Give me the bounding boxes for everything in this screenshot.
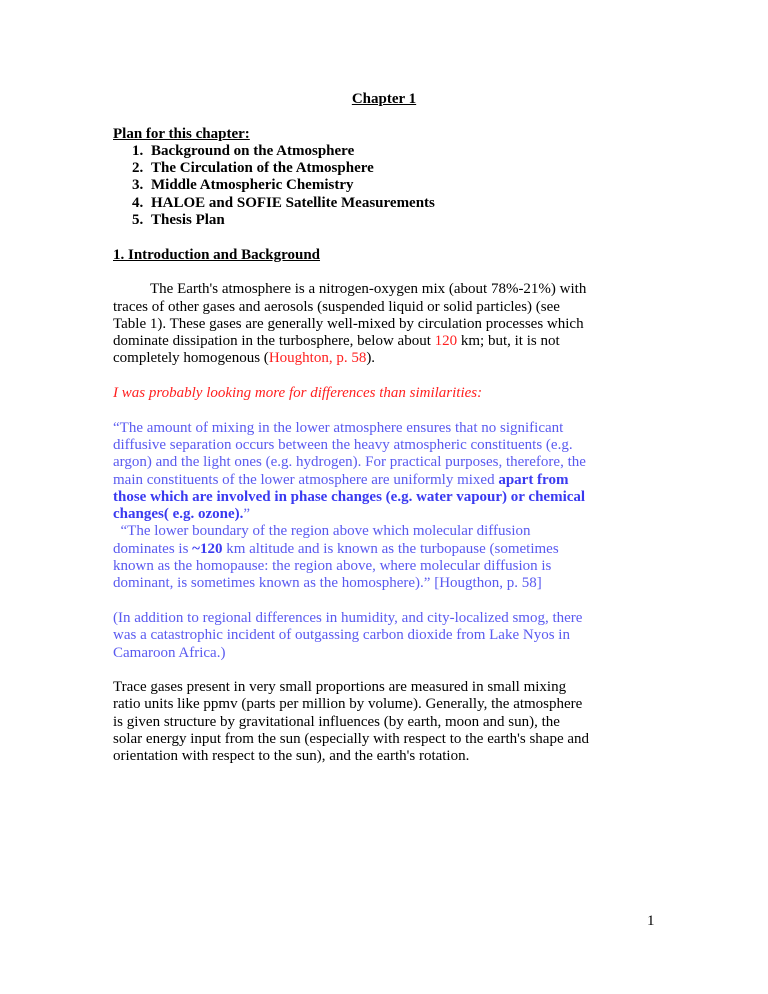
chapter-plan — [113, 126, 591, 230]
plan-item — [113, 160, 591, 177]
quote-text: km altitude and is known as the turbopause (sometimes known as the homopause: the region above, where molecular diffusion is dominant, is sometimes known as the homosphere).” [Hougthon, p. 58] — [113, 540, 559, 592]
plan-item-label: Background on the Atmosphere — [151, 142, 355, 159]
citation: Houghton, p. 58 — [268, 350, 367, 367]
text-run: ). — [366, 350, 376, 367]
quote-text: “The amount of mixing in the lower atmosphere ensures that no significant diffusive separation occurs between the heavy atmospheric constituents (e.g. argon) and the light ones (e.g. hydrogen). For practical purposes, therefore, the main constituents of the lower atmosphere are uniformly mixed — [113, 419, 586, 488]
text-run: km; but, it is not completely homogenous ( — [113, 333, 560, 367]
plan-item-number: 5. — [132, 212, 144, 229]
comment-italic: I was probably looking more for differences than similarities: — [113, 385, 483, 402]
plan-item-number: 3. — [132, 177, 144, 194]
plan-item — [113, 143, 591, 160]
plan-item — [113, 212, 591, 229]
quote-bold-text: apart from those which are involved in phase changes (e.g. water vapour) or chemical changes( e.g. ozone). — [113, 471, 586, 523]
intro-paragraph — [113, 281, 591, 367]
quote-text: ” — [243, 506, 251, 523]
plan-item-label: Thesis Plan — [151, 212, 225, 229]
plan-item-number: 2. — [132, 160, 144, 177]
note-paragraph: (In addition to regional differences in humidity, and city-localized smog, there was a catastrophic incident of outgassing carbon dioxide from Lake Nyos in Camaroon Africa.) — [113, 609, 583, 661]
quote-block — [113, 420, 591, 593]
quote-bold-text: ~120 — [192, 540, 223, 557]
chapter-title: Chapter 1 — [351, 91, 417, 107]
plan-item-label: Middle Atmospheric Chemistry — [151, 177, 354, 194]
plan-item — [113, 195, 591, 212]
plan-item-number: 4. — [132, 194, 144, 211]
text-run: The Earth's atmosphere is a nitrogen-oxygen mix (about 78%-21%) with traces of other gases and aerosols (suspended liquid or solid particles) (see Table 1). These gases are generally well-mixed by circulation processes which dominate dissipation in the turbosphere, below about — [113, 281, 587, 350]
trace-gases-paragraph: Trace gases present in very small proportions are measured in small mixing ratio units like ppmv (parts per million by volume). Generally, the atmosphere is given structure by gravitational influences (by earth, moon and sun), the solar energy input from the sun (especially with respect to the earth's shape and orientation with respect to the sun), and the earth's rotation. — [113, 679, 590, 765]
plan-item-label: The Circulation of the Atmosphere — [151, 160, 374, 177]
quote-text: “The lower boundary of the region above which molecular diffusion dominates is — [113, 523, 535, 557]
plan-item — [113, 177, 591, 194]
plan-heading: Plan for this chapter: — [113, 125, 250, 142]
plan-item-number: 1. — [132, 142, 144, 159]
highlight-value: 120 — [434, 333, 458, 350]
plan-item-label: HALOE and SOFIE Satellite Measurements — [151, 194, 435, 211]
document-body — [113, 91, 591, 783]
page-number: 1 — [647, 913, 655, 929]
section-heading: 1. Introduction and Background — [113, 246, 321, 263]
plan-list — [113, 143, 591, 229]
